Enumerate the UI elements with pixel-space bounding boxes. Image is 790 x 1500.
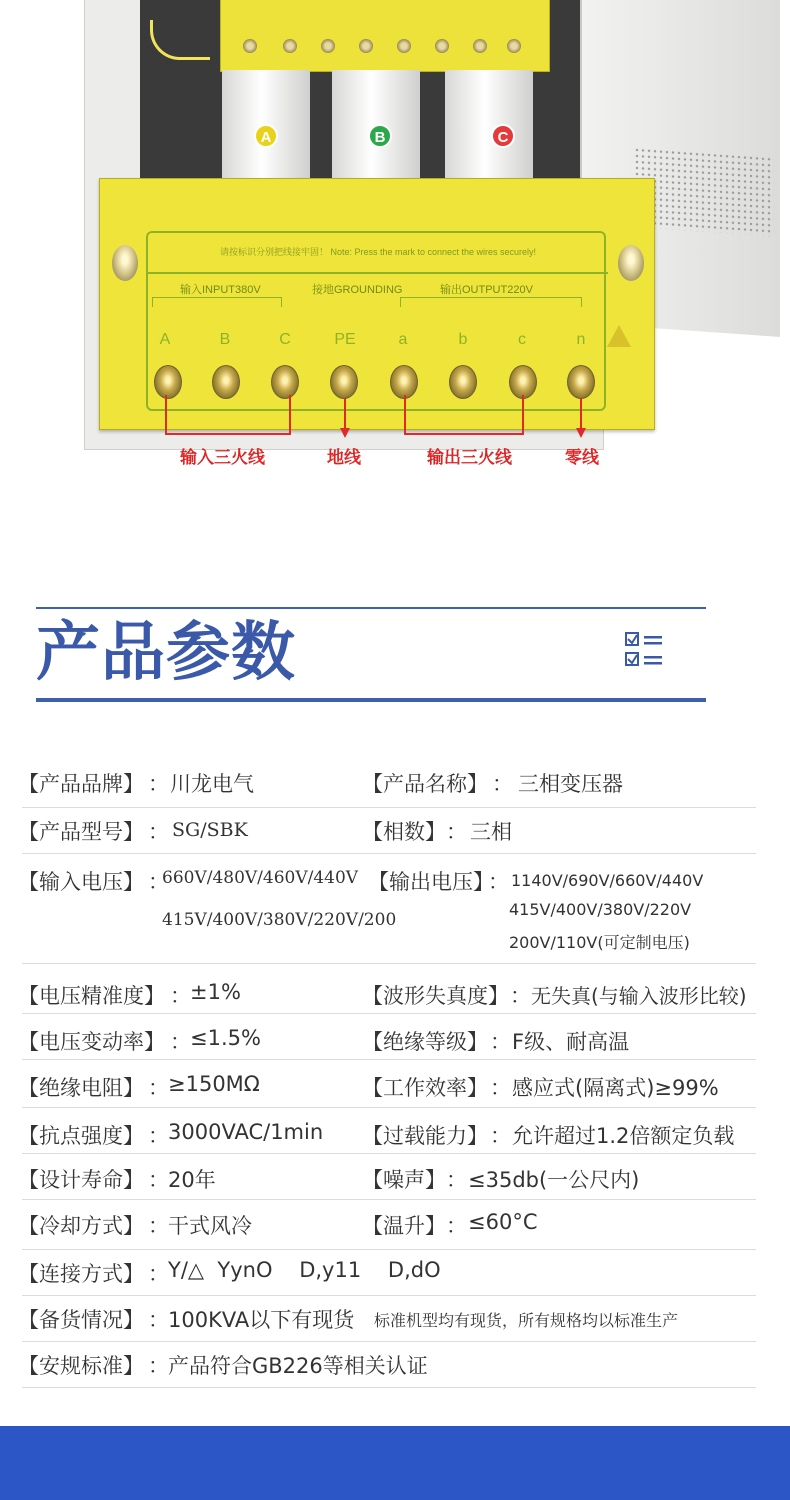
- upper-bolt: [321, 39, 335, 53]
- spec-value: 100KVA以下有现货: [168, 1308, 355, 1332]
- spec-label: 【备货情况】: [18, 1308, 144, 1332]
- spec-separator: ：: [148, 1076, 169, 1100]
- spec-value: 允许超过1.2倍额定负载: [512, 1124, 735, 1148]
- spec-row: [18, 1108, 756, 1154]
- spec-label: 【绝缘等级】: [362, 1030, 488, 1054]
- callout-input-live: 输入三火线: [180, 448, 265, 468]
- spec-label: 【噪声】: [362, 1168, 446, 1192]
- spec-value: 干式风冷: [168, 1214, 252, 1238]
- upper-bolt: [435, 39, 449, 53]
- spec-value: 产品符合GB226等相关认证: [168, 1354, 428, 1378]
- input-bracket: [152, 297, 282, 307]
- section-top-rule: [36, 607, 706, 609]
- callout-line: [165, 433, 291, 435]
- spec-separator: ：: [170, 1030, 191, 1054]
- spec-value: ≤60°C: [468, 1210, 538, 1234]
- spec-row: [18, 1014, 756, 1060]
- spec-separator: ：: [446, 1168, 467, 1192]
- spec-label: 【产品品牌】: [18, 772, 144, 796]
- spec-label: 【输入电压】: [18, 870, 144, 894]
- spec-row: [18, 1296, 756, 1342]
- spec-value: 415V/400V/380V/220V: [509, 900, 692, 919]
- terminal-label: A: [159, 331, 171, 348]
- terminal-bolt: [330, 365, 358, 399]
- ground-group-label: 接地GROUNDING: [312, 284, 403, 296]
- section-title: 产品参数: [36, 616, 296, 690]
- spec-separator: ：: [148, 1262, 169, 1286]
- upper-bolt: [359, 39, 373, 53]
- spec-value: ≤1.5%: [190, 1026, 261, 1050]
- spec-separator: ：: [510, 984, 531, 1008]
- terminal-label: c: [518, 331, 526, 348]
- phase-c-badge: C: [491, 124, 515, 148]
- spec-note: 标准机型均有现货，所有规格均以标准生产: [374, 1311, 679, 1330]
- spec-label: 【连接方式】: [18, 1262, 144, 1286]
- terminal-bolt: [154, 365, 182, 399]
- spec-separator: ：: [148, 1124, 169, 1148]
- spec-label: 【产品名称】: [362, 772, 488, 796]
- spec-separator: ：: [170, 984, 191, 1008]
- spec-label: 【冷却方式】: [18, 1214, 144, 1238]
- spec-value: Y/△ YynO D,y11 D,dO: [168, 1258, 441, 1282]
- arrow-down-icon: [340, 428, 350, 438]
- spec-label: 【过载能力】: [362, 1124, 488, 1148]
- callout-ground: 地线: [327, 448, 361, 468]
- spec-value: 200V/110V(可定制电压): [509, 933, 690, 952]
- terminal-plate: [99, 178, 655, 430]
- spec-separator: ：: [148, 1214, 169, 1238]
- spec-value: 1140V/690V/660V/440V: [511, 871, 704, 890]
- spec-value: 660V/480V/460V/440V: [162, 868, 359, 888]
- spec-separator: ：: [488, 870, 509, 894]
- spec-separator: ：: [446, 820, 467, 844]
- spec-label: 【设计寿命】: [18, 1168, 144, 1192]
- phase-a-badge: A: [254, 124, 278, 148]
- spec-separator: ：: [490, 1076, 511, 1100]
- spec-label: 【输出电压】: [368, 870, 494, 894]
- warning-triangle-icon: [607, 325, 631, 347]
- spec-separator: ：: [148, 1168, 169, 1192]
- terminal-bolt: [449, 365, 477, 399]
- output-bracket: [400, 297, 582, 307]
- spec-row: [18, 1342, 756, 1388]
- spec-value: ≤35db(一公尺内): [468, 1168, 640, 1192]
- spec-label: 【温升】: [362, 1214, 446, 1238]
- spec-label: 【工作效率】: [362, 1076, 488, 1100]
- callout-line: [344, 398, 346, 430]
- callout-line: [165, 395, 167, 435]
- spec-row: [18, 854, 756, 964]
- terminal-bolt: [567, 365, 595, 399]
- spec-row: [18, 1154, 756, 1200]
- spec-label: 【安规标准】: [18, 1354, 144, 1378]
- callout-output-live: 输出三火线: [427, 448, 512, 468]
- upper-bolt: [397, 39, 411, 53]
- spec-separator: ：: [148, 870, 169, 894]
- spec-label: 【抗点强度】: [18, 1124, 144, 1148]
- callout-line: [289, 395, 291, 435]
- spec-value: 三相变压器: [518, 772, 623, 796]
- spec-separator: ：: [490, 1124, 511, 1148]
- terminal-bolt: [212, 365, 240, 399]
- spec-row: [18, 808, 756, 854]
- spec-label: 【相数】: [362, 820, 446, 844]
- spec-separator: ：: [446, 1214, 467, 1238]
- spec-value: 无失真(与输入波形比较): [531, 984, 747, 1008]
- spec-label: 【产品型号】: [18, 820, 144, 844]
- callout-line: [404, 395, 406, 435]
- spec-row: [18, 760, 756, 808]
- product-photo: [0, 0, 790, 520]
- input-group-label: 输入INPUT380V: [180, 284, 261, 296]
- spec-separator: ：: [148, 772, 169, 796]
- spec-value: 3000VAC/1min: [168, 1120, 324, 1144]
- spec-value: 感应式(隔离式)≥99%: [512, 1076, 719, 1100]
- spec-value: ±1%: [190, 980, 241, 1004]
- spec-value: 20年: [168, 1168, 216, 1192]
- upper-bolt: [243, 39, 257, 53]
- plate-note: 请按标识分别把线接牢固！ Note: Press the mark to connect the wires securely!: [219, 247, 537, 257]
- terminal-label: PE: [334, 331, 356, 348]
- terminal-label: n: [576, 331, 586, 348]
- upper-bolt: [283, 39, 297, 53]
- spec-value: 415V/400V/380V/220V/200: [162, 910, 397, 930]
- spec-label: 【电压精准度】: [18, 984, 165, 1008]
- checklist-icon: [624, 631, 664, 669]
- spec-value: 川龙电气: [170, 772, 254, 796]
- callout-line: [522, 395, 524, 435]
- footer-band: [0, 1426, 790, 1500]
- spec-row: [18, 1250, 756, 1296]
- terminal-label: B: [219, 331, 231, 348]
- upper-bolt: [507, 39, 521, 53]
- spec-label: 【电压变动率】: [18, 1030, 165, 1054]
- terminal-bolt: [390, 365, 418, 399]
- spec-value: F级、耐高温: [512, 1030, 630, 1054]
- terminal-bolt: [271, 365, 299, 399]
- spec-row: [18, 1060, 756, 1108]
- spec-separator: ：: [148, 1308, 169, 1332]
- upper-terminal-plate: [220, 0, 550, 72]
- callout-line: [580, 398, 582, 430]
- terminal-label: b: [458, 331, 468, 348]
- spec-row: [18, 964, 756, 1014]
- spec-row: [18, 1200, 756, 1250]
- section-bottom-rule: [36, 698, 706, 702]
- spec-value: SG/SBK: [172, 819, 248, 841]
- spec-separator: ：: [148, 820, 169, 844]
- callout-neutral: 零线: [565, 448, 599, 468]
- terminal-label: C: [279, 331, 291, 348]
- vent-grid: [634, 147, 774, 237]
- terminal-bolt: [509, 365, 537, 399]
- spec-label: 【绝缘电阻】: [18, 1076, 144, 1100]
- spec-separator: ：: [492, 772, 513, 796]
- terminal-label: a: [398, 331, 408, 348]
- plate-divider: [146, 272, 608, 274]
- phase-b-badge: B: [368, 124, 392, 148]
- spec-separator: ：: [148, 1354, 169, 1378]
- callout-line: [404, 433, 524, 435]
- upper-bolt: [473, 39, 487, 53]
- spec-label: 【波形失真度】: [362, 984, 509, 1008]
- output-group-label: 输出OUTPUT220V: [440, 284, 533, 296]
- spec-value: 三相: [470, 820, 512, 844]
- spec-separator: ：: [490, 1030, 511, 1054]
- spec-value: ≥150MΩ: [168, 1072, 260, 1096]
- arrow-down-icon: [576, 428, 586, 438]
- coil-c: [445, 70, 533, 190]
